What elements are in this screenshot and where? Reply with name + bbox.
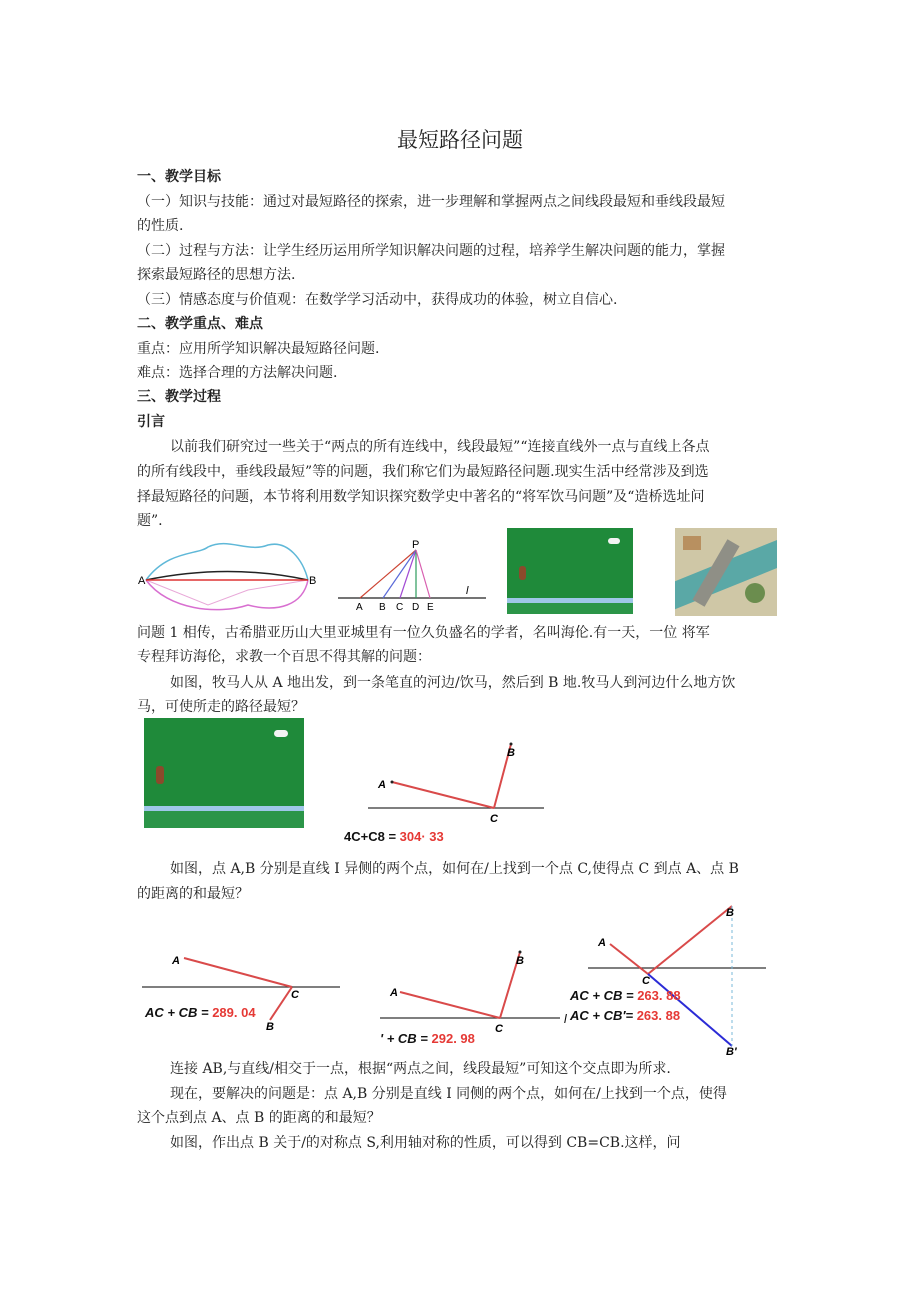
fig1-label-b: B (309, 575, 317, 587)
section-heading-process: 三、教学过程 (137, 389, 221, 405)
fig2-formula-value: 304· 33 (399, 829, 444, 844)
problem1-line-4: 马，可使所走的路径最短？ (137, 699, 305, 715)
fig3-left-formula-label: AC + CB = (145, 1005, 213, 1020)
fig2-label-c: C (490, 813, 498, 825)
fig3-mid-label-c: C (495, 1023, 503, 1034)
fig3-mid-formula-value: 292. 98 (431, 1031, 475, 1046)
fig1-pt-c: C (396, 602, 404, 613)
para2-line-2: 的距离的和最短？ (137, 886, 249, 902)
fig3-left-formula-value: 289. 04 (212, 1005, 256, 1020)
fig3-right-label-c: C (642, 975, 650, 987)
fig3-left-label-a: A (172, 955, 180, 967)
para3-line-4: 如图，作出点 B 关于/的对称点 S,利用轴对称的性质，可以得到 CB=CB.这样，问 (170, 1135, 681, 1151)
fig3-left-label-c: C (291, 989, 299, 1001)
fig3-right-formula-1-label: AC + CB = (570, 988, 638, 1003)
problem1-line-1: 问题 1 相传，古希腊亚历山大里亚城里有一位久负盛名的学者，名叫海伦.有一天，一位 将军 (137, 625, 710, 641)
fig2-formula (344, 829, 444, 844)
fig3-left-label-b: B (266, 1021, 274, 1030)
objective-2-line-2: 探索最短路径的思想方法. (137, 267, 296, 283)
fig3-right-formula-2-value: 263. 88 (636, 1008, 681, 1023)
section-heading-objectives: 一、教学目标 (137, 169, 221, 185)
fig3-right-label-bprime: B′ (726, 1046, 737, 1056)
herding-scene-image (507, 528, 633, 614)
fig3-mid-formula-label: ' + CB = (380, 1031, 432, 1046)
fig3-mid-label-b: B (516, 955, 524, 967)
para3-line-3: 这个点到点 A、点 B 的距离的和最短？ (137, 1110, 381, 1126)
problem1-line-3: 如图，牧马人从 A 地出发，到一条笔直的河边/饮马，然后到 B 地.牧马人到河边什么地方饮 (170, 675, 736, 691)
fig2-label-a: A (378, 779, 386, 791)
fig3-right-formula-1-value: 263. 88 (637, 988, 681, 1003)
fig1-label-p: P (412, 539, 420, 551)
fig3-left-formula (145, 1005, 256, 1020)
fig3-mid-label-a: A (390, 987, 398, 999)
intro-line-4: 题”. (137, 513, 163, 529)
figure-same-side (380, 946, 580, 1034)
fig2-label-b: B (507, 747, 515, 759)
fig3-right-formula-1 (570, 988, 681, 1003)
para3-line-2: 现在，要解决的问题是：点 A,B 分别是直线 I 同侧的两个点，如何在/上找到一个点，使得 (170, 1086, 727, 1102)
para2-line-1: 如图，点 A,B 分别是直线 I 异侧的两个点，如何在/上找到一个点 C,使得点 C 到点 A、点 B (170, 861, 739, 877)
fig1-pt-d: D (412, 602, 420, 613)
figure-horse-drinking-diagram (368, 736, 548, 828)
figure-perpendicular-shortest (338, 538, 488, 613)
herding-scene-image-large (144, 718, 304, 828)
fig3-mid-formula (380, 1031, 475, 1046)
intro-line-1: 以前我们研究过一些关于“两点的所有连线中，线段最短”“连接直线外一点与直线上各点 (170, 439, 710, 455)
figure-two-points-paths (138, 535, 318, 620)
fig3-right-formula-2 (570, 1008, 680, 1023)
fig1-pt-b: B (379, 602, 386, 613)
intro-line-2: 的所有线段中，垂线段最短”等的问题，我们称它们为最短路径问题.现实生活中经常涉及到选 (137, 464, 709, 480)
page-title: 最短路径问题 (397, 128, 523, 152)
key-point: 重点：应用所学知识解决最短路径问题. (137, 341, 380, 357)
para3-line-1: 连接 AB,与直线/相交于一点，根据“两点之间，线段最短”可知这个交点即为所求. (170, 1061, 671, 1077)
fig1-label-a: A (138, 575, 146, 587)
objective-1-line-1: （一）知识与技能：通过对最短路径的探索，进一步理解和掌握两点之间线段最短和垂线段最短 (137, 194, 725, 210)
objective-1-line-2: 的性质. (137, 218, 184, 234)
objective-2-line-1: （二）过程与方法：让学生经历运用所学知识解决问题的过程，培养学生解决问题的能力，掌握 (137, 243, 725, 259)
intro-heading: 引言 (137, 414, 165, 430)
fig3-right-formula-2-label: AC + CB′= (570, 1008, 637, 1023)
difficult-point: 难点：选择合理的方法解决问题. (137, 365, 338, 381)
objective-3: （三）情感态度与价值观：在数学学习活动中，获得成功的体验，树立自信心. (137, 292, 618, 308)
fig3-right-label-a: A (598, 937, 606, 949)
fig1-label-l: l (466, 585, 469, 597)
figure-reflection (588, 898, 768, 1056)
fig1-pt-e: E (427, 602, 434, 613)
intro-line-3: 择最短路径的问题，本节将利用数学知识探究数学史中著名的“将军饮马问题”及“造桥选址问 (137, 489, 705, 505)
fig3-right-label-b: B (726, 907, 734, 919)
bridge-map-image (675, 528, 777, 616)
fig1-pt-a: A (356, 602, 363, 613)
problem1-line-2: 专程拜访海伦，求教一个百思不得其解的问题： (137, 649, 431, 665)
fig2-formula-left: 4C+C8 = (344, 829, 400, 844)
section-heading-keypoints: 二、教学重点、难点 (137, 316, 263, 332)
fig3-mid-label-l: l (564, 1012, 567, 1026)
